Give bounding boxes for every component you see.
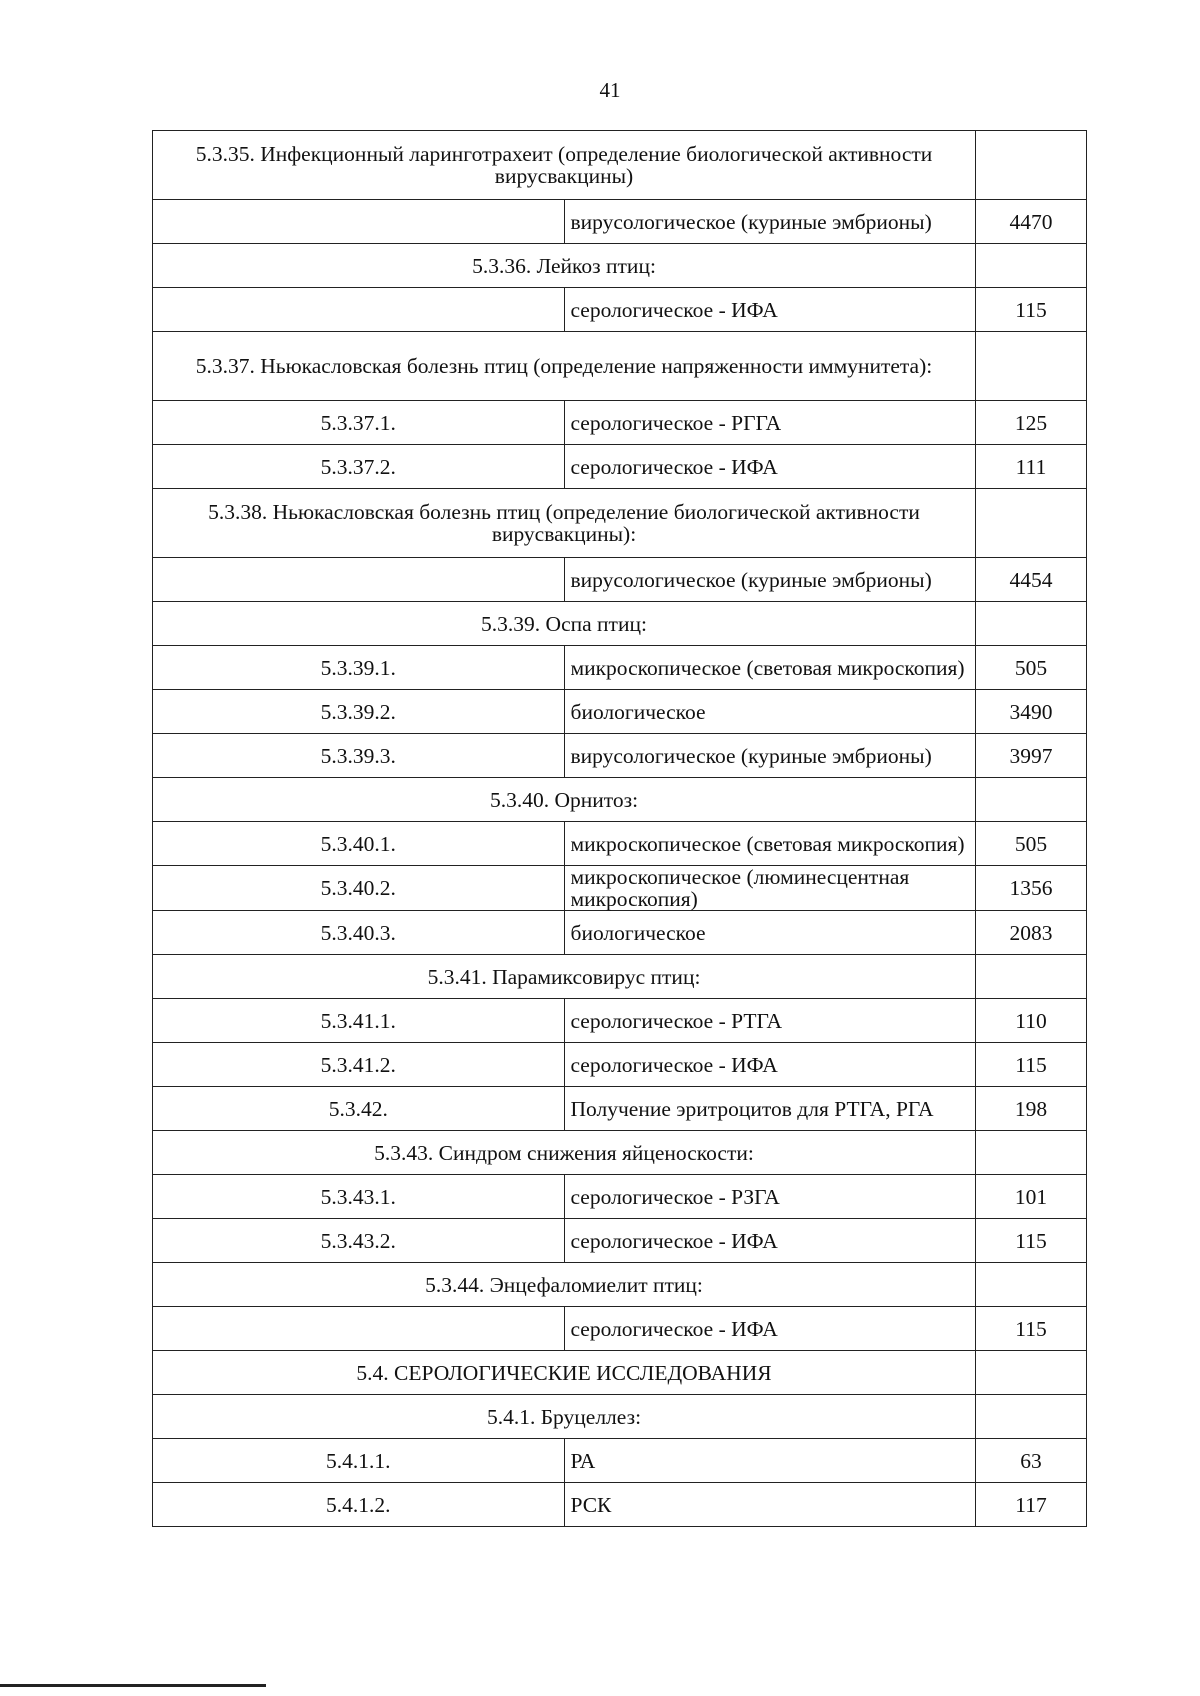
item-price: 505 xyxy=(976,822,1087,866)
item-price: 4470 xyxy=(976,200,1087,244)
item-price: 117 xyxy=(976,1483,1087,1527)
price-cell-empty xyxy=(976,1395,1087,1439)
item-name: серологическое - ИФА xyxy=(564,445,976,489)
item-name: биологическое xyxy=(564,690,976,734)
table-row xyxy=(153,1175,1087,1219)
section-heading-row xyxy=(153,332,1087,401)
price-cell-empty xyxy=(976,602,1087,646)
table-row xyxy=(153,1043,1087,1087)
section-heading-row xyxy=(153,955,1087,999)
item-name: вирусологическое (куриные эмбрионы) xyxy=(564,558,976,602)
table-row xyxy=(153,200,1087,244)
item-name: РСК xyxy=(564,1483,976,1527)
item-name: микроскопическое (люминесцентная микроскопия) xyxy=(564,866,976,911)
item-name: микроскопическое (световая микроскопия) xyxy=(564,822,976,866)
section-heading: 5.3.40. Орнитоз: xyxy=(153,778,976,822)
item-price: 111 xyxy=(976,445,1087,489)
price-cell-empty xyxy=(976,778,1087,822)
item-price: 110 xyxy=(976,999,1087,1043)
table-row xyxy=(153,1087,1087,1131)
price-cell-empty xyxy=(976,131,1087,200)
section-heading-row xyxy=(153,602,1087,646)
item-price: 115 xyxy=(976,1219,1087,1263)
price-cell-empty xyxy=(976,489,1087,558)
section-heading: 5.3.39. Оспа птиц: xyxy=(153,602,976,646)
item-code: 5.3.42. xyxy=(153,1087,565,1131)
item-code: 5.4.1.1. xyxy=(153,1439,565,1483)
section-heading: 5.4.1. Бруцеллез: xyxy=(153,1395,976,1439)
price-cell-empty xyxy=(976,1351,1087,1395)
item-code: 5.3.39.1. xyxy=(153,646,565,690)
item-code xyxy=(153,1307,565,1351)
price-table-body xyxy=(153,131,1087,1527)
section-heading-row xyxy=(153,1395,1087,1439)
item-price: 115 xyxy=(976,1307,1087,1351)
item-price: 1356 xyxy=(976,866,1087,911)
item-price: 115 xyxy=(976,288,1087,332)
price-cell-empty xyxy=(976,332,1087,401)
price-cell-empty xyxy=(976,244,1087,288)
item-price: 3997 xyxy=(976,734,1087,778)
item-name: серологическое - ИФА xyxy=(564,288,976,332)
item-price: 101 xyxy=(976,1175,1087,1219)
section-heading-row xyxy=(153,489,1087,558)
item-price: 505 xyxy=(976,646,1087,690)
section-heading: 5.3.44. Энцефаломиелит птиц: xyxy=(153,1263,976,1307)
item-price: 3490 xyxy=(976,690,1087,734)
item-price: 63 xyxy=(976,1439,1087,1483)
item-code: 5.3.40.2. xyxy=(153,866,565,911)
item-code: 5.3.43.1. xyxy=(153,1175,565,1219)
item-code: 5.3.41.2. xyxy=(153,1043,565,1087)
item-name: биологическое xyxy=(564,911,976,955)
item-name: серологическое - ИФА xyxy=(564,1043,976,1087)
item-code xyxy=(153,288,565,332)
item-name: серологическое - РТГА xyxy=(564,999,976,1043)
section-heading-row xyxy=(153,1131,1087,1175)
section-heading: 5.3.43. Синдром снижения яйценоскости: xyxy=(153,1131,976,1175)
item-name: микроскопическое (световая микроскопия) xyxy=(564,646,976,690)
page-number: 41 xyxy=(599,78,621,102)
item-code xyxy=(153,200,565,244)
table-row xyxy=(153,1219,1087,1263)
table-row xyxy=(153,866,1087,911)
section-heading-row xyxy=(153,1263,1087,1307)
item-name: РА xyxy=(564,1439,976,1483)
item-code: 5.3.39.3. xyxy=(153,734,565,778)
item-name: серологическое - ИФА xyxy=(564,1219,976,1263)
table-row xyxy=(153,558,1087,602)
item-price: 115 xyxy=(976,1043,1087,1087)
section-heading-row xyxy=(153,1351,1087,1395)
table-row xyxy=(153,999,1087,1043)
table-row xyxy=(153,1307,1087,1351)
item-price: 125 xyxy=(976,401,1087,445)
table-row xyxy=(153,822,1087,866)
section-heading: 5.3.36. Лейкоз птиц: xyxy=(153,244,976,288)
price-cell-empty xyxy=(976,1263,1087,1307)
section-heading-row xyxy=(153,131,1087,200)
section-heading: 5.3.37. Ньюкасловская болезнь птиц (определение напряженности иммунитета): xyxy=(153,332,976,401)
item-code: 5.3.41.1. xyxy=(153,999,565,1043)
table-row xyxy=(153,911,1087,955)
section-heading: 5.3.41. Парамиксовирус птиц: xyxy=(153,955,976,999)
item-code: 5.3.40.1. xyxy=(153,822,565,866)
item-code: 5.3.43.2. xyxy=(153,1219,565,1263)
section-heading-row xyxy=(153,244,1087,288)
table-row xyxy=(153,445,1087,489)
item-name: серологическое - РЗГА xyxy=(564,1175,976,1219)
item-name: Получение эритроцитов для РТГА, РГА xyxy=(564,1087,976,1131)
table-row xyxy=(153,1483,1087,1527)
price-cell-empty xyxy=(976,1131,1087,1175)
item-name: серологическое - РГГА xyxy=(564,401,976,445)
item-code: 5.4.1.2. xyxy=(153,1483,565,1527)
price-cell-empty xyxy=(976,955,1087,999)
item-code: 5.3.40.3. xyxy=(153,911,565,955)
table-row xyxy=(153,690,1087,734)
table-row xyxy=(153,401,1087,445)
item-price: 4454 xyxy=(976,558,1087,602)
item-name: серологическое - ИФА xyxy=(564,1307,976,1351)
item-code xyxy=(153,558,565,602)
item-name: вирусологическое (куриные эмбрионы) xyxy=(564,734,976,778)
section-heading: 5.3.38. Ньюкасловская болезнь птиц (определение биологической активности вирусвакцины): xyxy=(153,489,976,558)
item-name: вирусологическое (куриные эмбрионы) xyxy=(564,200,976,244)
section-heading-row xyxy=(153,778,1087,822)
section-heading: 5.3.35. Инфекционный ларинготрахеит (определение биологической активности вирусвакцины) xyxy=(153,131,976,200)
item-price: 198 xyxy=(976,1087,1087,1131)
bottom-rule xyxy=(0,1684,266,1687)
item-code: 5.3.37.1. xyxy=(153,401,565,445)
table-row xyxy=(153,288,1087,332)
item-price: 2083 xyxy=(976,911,1087,955)
table-row xyxy=(153,1439,1087,1483)
table-row xyxy=(153,646,1087,690)
section-heading: 5.4. СЕРОЛОГИЧЕСКИЕ ИССЛЕДОВАНИЯ xyxy=(153,1351,976,1395)
price-table xyxy=(152,130,1087,1527)
item-code: 5.3.37.2. xyxy=(153,445,565,489)
item-code: 5.3.39.2. xyxy=(153,690,565,734)
table-row xyxy=(153,734,1087,778)
